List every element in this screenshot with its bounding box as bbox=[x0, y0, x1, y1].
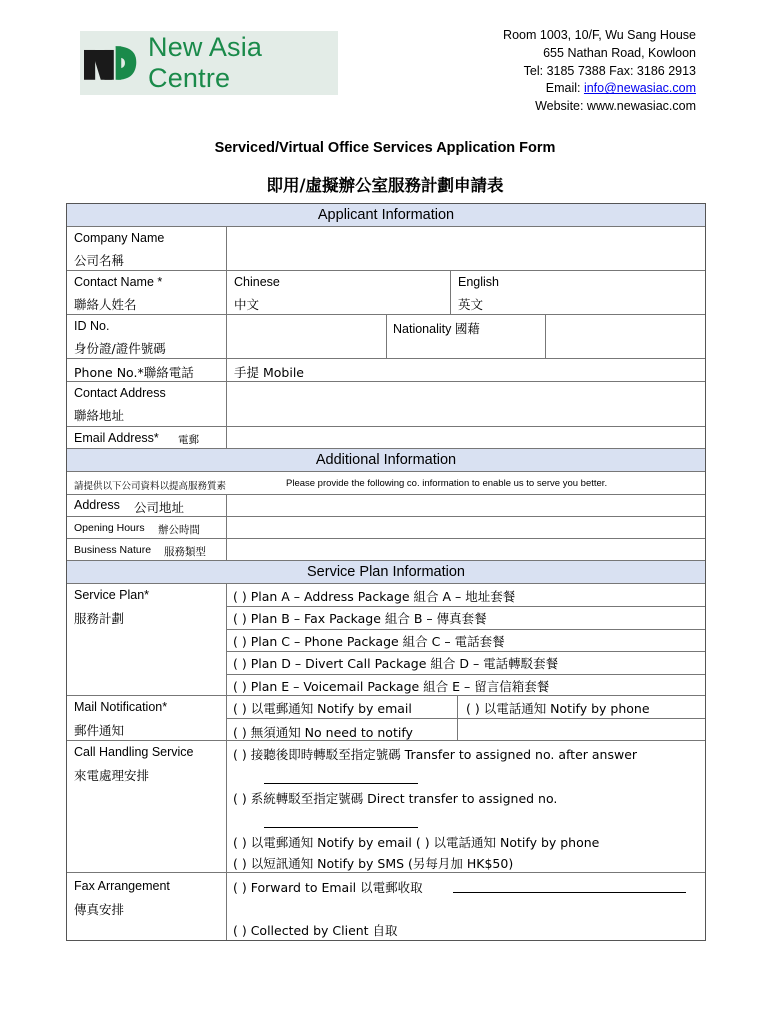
call-handling-row bbox=[67, 741, 705, 873]
application-form bbox=[66, 203, 706, 941]
company-name-label: Company Name bbox=[74, 231, 165, 245]
email-link[interactable]: info@newasiac.com bbox=[583, 81, 696, 96]
company-address-label-zh: 公司地址 bbox=[134, 500, 185, 515]
plan-c-label: ( ) Plan C – Phone Package 組合 C – 電話套餐 bbox=[233, 634, 505, 649]
website-line: Website: www.newasiac.com bbox=[535, 99, 696, 114]
english-label: English bbox=[458, 275, 499, 289]
mail-notify-phone-option[interactable] bbox=[457, 696, 705, 740]
contact-chinese-field[interactable] bbox=[226, 271, 450, 314]
call-direct-transfer-option[interactable]: ( ) 系統轉駁至指定號碼 Direct transfer to assigned no. bbox=[233, 791, 558, 806]
contact-address-label: Contact Address bbox=[74, 386, 166, 400]
contact-english-field[interactable] bbox=[450, 271, 705, 314]
id-field[interactable] bbox=[226, 315, 386, 358]
mail-no-notify-option[interactable] bbox=[227, 718, 457, 741]
call-notify-sms-option[interactable]: ( ) 以短訊通知 Notify by SMS (另每月加 HK$50) bbox=[233, 856, 514, 871]
company-address-label: Address bbox=[74, 498, 120, 512]
form-title-en: Serviced/Virtual Office Services Application Form bbox=[214, 140, 556, 156]
call-transfer-number-line[interactable] bbox=[264, 783, 418, 784]
chinese-label: Chinese bbox=[234, 275, 280, 289]
business-nature-label: Business Nature bbox=[74, 544, 152, 556]
plan-a-label: ( ) Plan A – Address Package 組合 A – 地址套餐 bbox=[233, 589, 516, 604]
mail-no-notify-label: ( ) 無須通知 No need to notify bbox=[233, 725, 413, 740]
plan-d-option[interactable] bbox=[227, 651, 705, 675]
additional-note-en: Please provide the following co. information to enable us to serve you better. bbox=[286, 478, 608, 489]
company-address-field[interactable] bbox=[226, 495, 705, 516]
company-name-row bbox=[67, 227, 705, 271]
contact-address-field[interactable] bbox=[226, 382, 705, 426]
business-nature-label-zh: 服務類型 bbox=[164, 546, 206, 558]
email-address-label-zh: 電郵 bbox=[178, 434, 199, 446]
english-label-zh: 英文 bbox=[458, 297, 484, 312]
address-line-3: Tel: 3185 7388 Fax: 3186 2913 bbox=[523, 63, 696, 78]
phone-row bbox=[67, 359, 705, 382]
company-address bbox=[503, 27, 696, 116]
company-name-field[interactable] bbox=[226, 227, 705, 270]
mail-options-left bbox=[226, 696, 457, 740]
mail-notification-row bbox=[67, 696, 705, 741]
plan-e-label: ( ) Plan E – Voicemail Package 組合 E – 留言信箱套餐 bbox=[233, 679, 550, 694]
additional-heading-text: Additional Information bbox=[315, 452, 457, 468]
fax-forward-email-option[interactable]: ( ) Forward to Email 以電郵收取 bbox=[233, 880, 423, 895]
plan-c-option[interactable] bbox=[227, 629, 705, 652]
service-plan-row bbox=[67, 584, 705, 696]
address-line-1: Room 1003, 10/F, Wu Sang House bbox=[503, 28, 696, 42]
mail-notification-label: Mail Notification* bbox=[74, 700, 168, 714]
fax-collected-option[interactable]: ( ) Collected by Client 自取 bbox=[233, 923, 398, 938]
opening-hours-row bbox=[67, 517, 705, 539]
nationality-field[interactable] bbox=[545, 315, 705, 358]
call-handling-options bbox=[226, 741, 705, 872]
business-nature-row bbox=[67, 539, 705, 561]
call-notify-email-phone-option[interactable]: ( ) 以電郵通知 Notify by email ( ) 以電話通知 Notify by phone bbox=[233, 835, 600, 850]
plan-b-label: ( ) Plan B – Fax Package 組合 B – 傳真套餐 bbox=[233, 611, 487, 626]
service-plan-options bbox=[226, 584, 705, 695]
company-name-label-zh: 公司名稱 bbox=[74, 253, 125, 268]
plan-e-option[interactable] bbox=[227, 674, 705, 696]
nationality-label: Nationality 國藉 bbox=[393, 322, 480, 336]
call-direct-number-line[interactable] bbox=[264, 827, 418, 828]
call-handling-label: Call Handling Service bbox=[74, 745, 194, 759]
service-heading-text: Service Plan Information bbox=[307, 564, 465, 580]
id-label: ID No. bbox=[74, 319, 110, 333]
plan-d-label: ( ) Plan D – Divert Call Package 組合 D – 電話轉駁套餐 bbox=[233, 656, 559, 671]
mail-notify-email-label: ( ) 以電郵通知 Notify by email bbox=[233, 701, 412, 716]
contact-name-label-zh: 聯絡人姓名 bbox=[74, 297, 137, 312]
service-heading bbox=[67, 561, 705, 584]
applicant-heading bbox=[67, 204, 705, 227]
company-address-row bbox=[67, 495, 705, 517]
mobile-field[interactable] bbox=[226, 359, 705, 381]
fax-arrangement-label: Fax Arrangement bbox=[74, 879, 170, 893]
logo-text: New Asia Centre bbox=[148, 32, 263, 93]
form-title-zh: 即用/虛擬辦公室服務計劃申請表 bbox=[266, 176, 504, 195]
contact-name-label: Contact Name * bbox=[74, 275, 163, 289]
contact-address-row bbox=[67, 382, 705, 427]
opening-hours-label-zh: 辦公時間 bbox=[158, 524, 200, 536]
call-transfer-after-answer-option[interactable]: ( ) 接聽後即時轉駁至指定號碼 Transfer to assigned no. after answer bbox=[233, 747, 638, 762]
additional-note-row bbox=[67, 472, 705, 495]
mail-notify-email-option[interactable] bbox=[227, 696, 457, 719]
service-plan-label-zh: 服務計劃 bbox=[74, 611, 125, 626]
additional-note-zh: 請提供以下公司資料以提高服務質素 bbox=[74, 481, 227, 492]
logo-mark-icon bbox=[84, 41, 138, 85]
opening-hours-label: Opening Hours bbox=[74, 522, 145, 534]
contact-address-label-zh: 聯絡地址 bbox=[74, 408, 125, 423]
fax-arrangement-row bbox=[67, 873, 705, 940]
additional-heading bbox=[67, 449, 705, 472]
email-address-field[interactable] bbox=[226, 427, 705, 448]
opening-hours-field[interactable] bbox=[226, 517, 705, 538]
address-line-2: 655 Nathan Road, Kowloon bbox=[543, 45, 696, 60]
service-plan-label: Service Plan* bbox=[74, 588, 150, 602]
fax-email-line[interactable] bbox=[453, 892, 686, 893]
company-logo bbox=[80, 31, 338, 95]
business-nature-field[interactable] bbox=[226, 539, 705, 560]
phone-label: Phone No.*聯絡電話 bbox=[74, 365, 194, 380]
nationality-cell bbox=[386, 315, 545, 358]
mail-notify-phone-label: ( ) 以電話通知 Notify by phone bbox=[466, 701, 650, 716]
contact-name-row bbox=[67, 271, 705, 315]
fax-arrangement-label-zh: 傳真安排 bbox=[74, 902, 125, 917]
chinese-label-zh: 中文 bbox=[234, 297, 260, 312]
call-handling-label-zh: 來電處理安排 bbox=[74, 768, 150, 783]
fax-options bbox=[226, 873, 705, 940]
email-row bbox=[67, 427, 705, 449]
id-row bbox=[67, 315, 705, 359]
plan-a-option[interactable] bbox=[227, 584, 705, 607]
mail-notification-label-zh: 郵件通知 bbox=[74, 723, 125, 738]
email-address-label: Email Address* bbox=[74, 431, 159, 445]
applicant-heading-text: Applicant Information bbox=[317, 207, 455, 223]
mail-options-divider bbox=[458, 718, 705, 719]
email-label: Email: bbox=[545, 81, 584, 96]
plan-b-option[interactable] bbox=[227, 606, 705, 630]
id-label-zh: 身份證/證件號碼 bbox=[74, 341, 166, 356]
mobile-label: 手提 Mobile bbox=[234, 365, 304, 380]
email-line bbox=[503, 80, 696, 98]
